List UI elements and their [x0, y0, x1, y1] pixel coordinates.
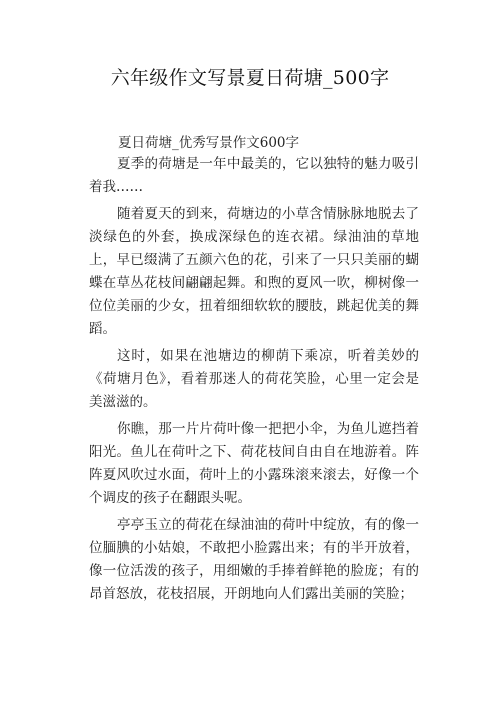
paragraph: 夏季的荷塘是一年中最美的，它以独特的魅力吸引着我……	[89, 156, 419, 195]
page-title: 六年级作文写景夏日荷塘_500字	[110, 67, 390, 89]
article-subtitle: 夏日荷塘_优秀写景作文600字	[118, 135, 300, 151]
paragraph: 你瞧，那一片片荷叶像一把把小伞，为鱼儿遮挡着阳光。鱼儿在荷叶之下、荷花枝间自由自在地游着。阵阵夏风吹过水面，荷叶上的小露珠滚来滚去，好像一个个调皮的孩子在翻跟头呢。	[89, 421, 419, 506]
paragraph: 随着夏天的到来，荷塘边的小草含情脉脉地脱去了淡绿色的外套，换成深绿色的连衣裙。绿油油的草地上，早已缀满了五颜六色的花，引来了一只只美丽的蝴蝶在草丛花枝间翩翩起舞。和煦的夏风一吹，柳树像一位位美丽的少女，扭着细细软软的腰肢，跳起优美的舞蹈。	[89, 206, 419, 337]
paragraph: 这时，如果在池塘边的柳荫下乘凉，听着美妙的《荷塘月色》，看着那迷人的荷花笑脸，心里一定会是美滋滋的。	[89, 348, 419, 410]
article-body	[89, 153, 419, 610]
paragraph: 亭亭玉立的荷花在绿油油的荷叶中绽放，有的像一位腼腆的小姑娘，不敢把小脸露出来；有的半开放着，像一位活泼的孩子，用细嫩的手捧着鲜艳的脸庞；有的昂首怒放，花枝招展，开朗地向人们露出美丽的笑脸；	[89, 517, 419, 602]
